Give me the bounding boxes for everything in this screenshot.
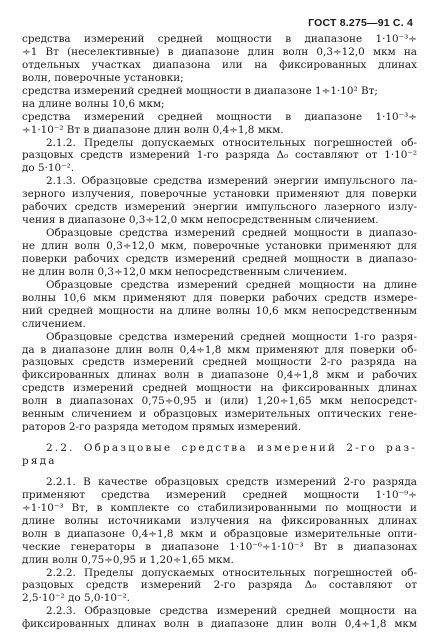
text-line: разцовых средств измерений 2-го разряда Δ₀ составляют от	[22, 579, 417, 592]
text-line: фиксированных длинах волн в диапазоне 0,4÷1,8 мкм и рабочих	[22, 369, 417, 382]
text-line: Образцовые средства измерений средней мощности на длине	[46, 278, 417, 291]
text-line: ÷1·10⁻² Вт в диапазоне длин волн 0,4÷1,8 мкм.	[22, 123, 284, 136]
text-line: не длин волн 0,3÷12,0 мкм непосредственным сличением.	[22, 265, 348, 278]
text-line: 2.2. Образцовые средства измерений 2-го раз-	[46, 442, 417, 455]
text-line: средств измерений средней мощности на фиксированных длинах	[22, 382, 417, 395]
text-line: отдельных участках диапазона или на фиксированных длинах	[22, 58, 417, 71]
text-line: рабочих средств измерений энергии импульсного лазерного излу-	[22, 201, 417, 214]
text-line: ряда	[22, 455, 57, 467]
text-line: Образцовые средства измерений средней мощности 1-го разря-	[46, 330, 417, 343]
text-line: не длин волн 0,3÷12,0 мкм, поверочные установки применяют для	[22, 240, 417, 252]
document-body	[22, 33, 417, 631]
text-line: ÷1 Вт (неселективные) в диапазоне длин волн 0,3÷12,0 мкм на	[22, 45, 417, 58]
text-line: до 5·10⁻².	[22, 162, 75, 175]
text-line: средства измерений средней мощности в диапазоне 1·10⁻³÷	[22, 33, 417, 45]
text-line: раторов 2-го разряда методом прямых измерений.	[22, 421, 302, 434]
text-line: 2.1.3. Образцовые средства измерений энергии импульсного ла-	[46, 175, 417, 188]
text-line: волн, поверочные установки;	[22, 71, 184, 84]
text-line: длин волн 0,75÷0,95 и 1,20÷1,65 мкм.	[22, 553, 234, 566]
text-line: Образцовые средства измерений средней мощности в диапазо-	[46, 227, 417, 240]
text-line: волн в диапазонах 0,75÷0,95 и (или) 1,20÷1,65 мкм непосредст-	[22, 395, 417, 408]
text-line: сличением.	[22, 317, 86, 330]
text-line: 2.2.2. Пределы допускаемых относительных погрешностей об-	[46, 566, 417, 579]
text-line: длине волны источниками излучения на фиксированных длинах	[22, 514, 417, 527]
text-line: да в диапазоне длин волн 0,4÷1,8 мкм применяют для поверки об-	[22, 343, 417, 356]
text-line: на длине волны 10,6 мкм;	[22, 97, 165, 110]
text-line: зерного излучения, поверочные установки применяют для поверки	[22, 188, 417, 201]
text-line: средства измерений средней мощности в диапазоне 1÷1·10² Вт;	[22, 84, 378, 97]
text-line: венным сличением и образцовых измерительных оптических гене-	[22, 408, 417, 421]
text-line: средства измерений средней мощности в диапазоне 1·10⁻³÷	[22, 110, 417, 123]
text-line: 2,5·10⁻² до 5,0·10⁻².	[22, 592, 130, 605]
text-line: волн в диапазоне 0,4÷1,8 мкм и образцовые измерительные опти-	[22, 527, 417, 540]
text-line: ческие генераторы в диапазоне 1·10⁻⁶÷1·10⁻³ Вт в диапазонах	[22, 540, 417, 553]
text-line: фиксированных длинах волн в диапазоне длин волн 0,4÷1,8 мкм	[22, 618, 417, 631]
text-line: 2.2.3. Образцовые средства измерений средней мощности на	[46, 605, 417, 618]
text-line: волны 10,6 мкм применяют для поверки рабочих средств измере-	[22, 291, 417, 304]
page-header: ГОСТ 8.275—91 С. 4	[308, 17, 413, 29]
paragraph-gap	[22, 434, 417, 442]
text-line: чения в диапазоне 0,3÷12,0 мкм непосредственным сличением.	[22, 214, 379, 227]
text-line: поверки рабочих средств измерений средней мощности в диапазо-	[22, 252, 417, 265]
text-line: 2.2.1. В качестве образцовых средств измерений 2-го разряда	[46, 475, 417, 488]
text-line: разцовых средств измерений 1-го разряда Δ₀ составляют от 1·10⁻²	[22, 149, 417, 162]
paragraph-gap	[22, 468, 417, 476]
text-line: применяют средства измерений средней мощности 1·10⁻⁹÷	[22, 488, 417, 501]
text-line: разцовых средств измерений средней мощности 2-го разряда на	[22, 356, 417, 369]
text-line: 2.1.2. Пределы допускаемых относительных погрешностей об-	[46, 136, 417, 149]
text-line: ний средней мощности на длине волны 10,6 мкм непосредственным	[22, 304, 417, 317]
text-line: ÷1·10⁻³ Вт, в комплекте со стабилизированными по мощности и	[22, 501, 417, 514]
